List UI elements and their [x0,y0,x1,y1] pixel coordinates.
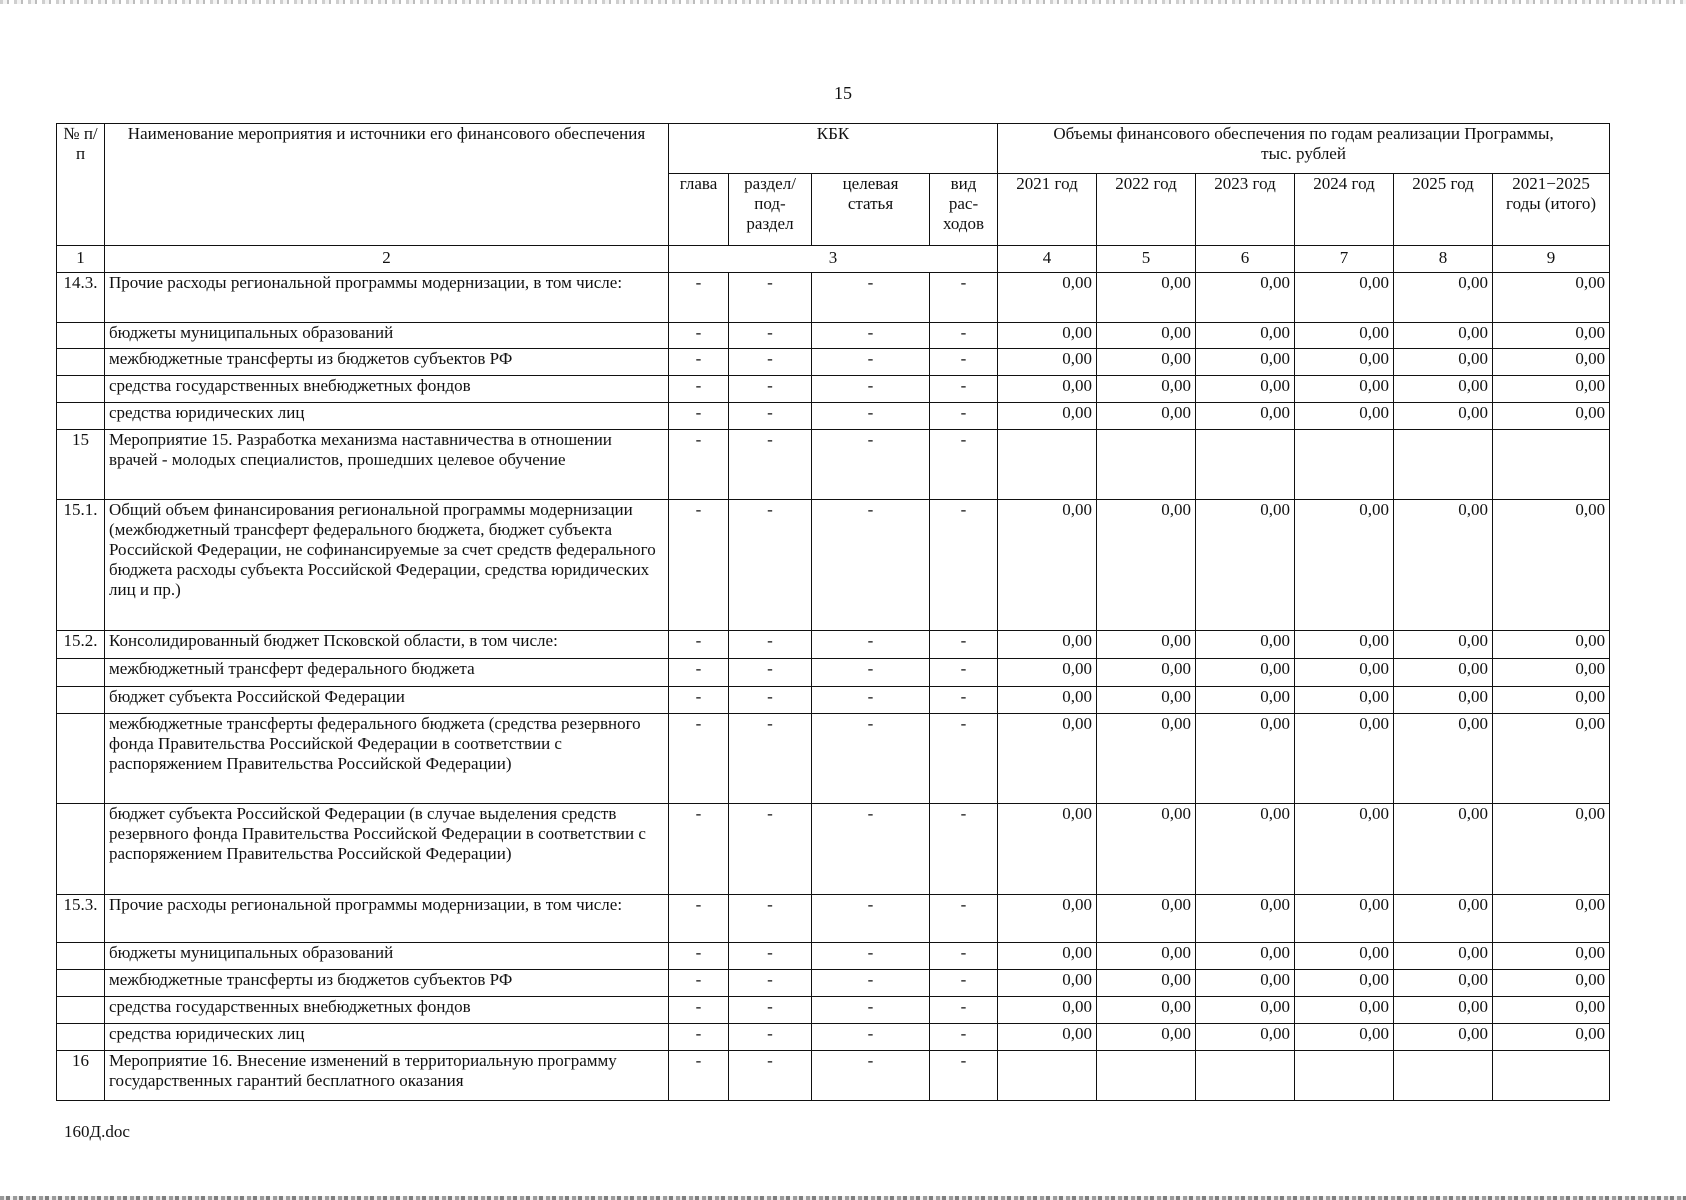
value-total-cell [1493,1051,1610,1101]
value-2023-cell: 0,00 [1196,714,1295,804]
kbk-glava-cell: - [669,970,729,997]
value-2021-cell: 0,00 [998,687,1097,714]
row-number-cell [57,349,105,376]
table-row [57,997,1610,1024]
value-total-cell: 0,00 [1493,943,1610,970]
value-2021-cell: 0,00 [998,273,1097,323]
value-2024-cell [1295,430,1394,500]
kbk-razdel-cell: - [729,403,812,430]
value-2021-cell: 0,00 [998,804,1097,895]
header-kbk-vid: вид рас- ходов [930,174,998,246]
col-index: 7 [1295,246,1394,273]
scan-edge-bottom [0,1196,1686,1200]
value-2022-cell: 0,00 [1097,403,1196,430]
row-name-cell: средства государственных внебюджетных фондов [105,376,669,403]
kbk-celevaya-cell: - [812,659,930,687]
row-name-cell: межбюджетные трансферты из бюджетов субъектов РФ [105,349,669,376]
row-number-cell [57,659,105,687]
value-total-cell: 0,00 [1493,1024,1610,1051]
value-2022-cell: 0,00 [1097,687,1196,714]
kbk-celevaya-cell: - [812,500,930,631]
kbk-vid-cell: - [930,500,998,631]
value-2021-cell: 0,00 [998,895,1097,943]
kbk-glava-cell: - [669,430,729,500]
kbk-glava-cell: - [669,714,729,804]
table-body [57,273,1610,1101]
kbk-celevaya-cell: - [812,1051,930,1101]
value-2023-cell: 0,00 [1196,943,1295,970]
value-total-cell: 0,00 [1493,714,1610,804]
header-num: № п/п [57,124,105,246]
value-2022-cell: 0,00 [1097,500,1196,631]
value-2024-cell: 0,00 [1295,997,1394,1024]
kbk-celevaya-cell: - [812,1024,930,1051]
value-2025-cell: 0,00 [1394,273,1493,323]
kbk-razdel-cell: - [729,323,812,349]
kbk-razdel-cell: - [729,943,812,970]
value-2024-cell: 0,00 [1295,631,1394,659]
col-index: 4 [998,246,1097,273]
kbk-celevaya-cell: - [812,631,930,659]
kbk-celevaya-cell: - [812,687,930,714]
row-name-cell: средства государственных внебюджетных фондов [105,997,669,1024]
kbk-celevaya-cell: - [812,273,930,323]
kbk-vid-cell: - [930,659,998,687]
value-2024-cell: 0,00 [1295,943,1394,970]
value-2023-cell: 0,00 [1196,273,1295,323]
kbk-glava-cell: - [669,376,729,403]
row-number-cell [57,376,105,403]
value-2023-cell: 0,00 [1196,403,1295,430]
row-name-cell: межбюджетные трансферты из бюджетов субъектов РФ [105,970,669,997]
value-2023-cell: 0,00 [1196,804,1295,895]
value-2025-cell: 0,00 [1394,323,1493,349]
value-2023-cell: 0,00 [1196,895,1295,943]
row-number-cell [57,403,105,430]
value-2022-cell: 0,00 [1097,895,1196,943]
value-2025-cell: 0,00 [1394,970,1493,997]
kbk-glava-cell: - [669,804,729,895]
col-index: 9 [1493,246,1610,273]
table-row [57,970,1610,997]
header-kbk: КБК [669,124,998,174]
value-2024-cell: 0,00 [1295,323,1394,349]
value-2025-cell: 0,00 [1394,403,1493,430]
kbk-razdel-cell: - [729,349,812,376]
kbk-glava-cell: - [669,349,729,376]
kbk-vid-cell: - [930,687,998,714]
value-2024-cell: 0,00 [1295,349,1394,376]
value-total-cell: 0,00 [1493,376,1610,403]
row-number-cell [57,804,105,895]
table-header [57,124,1610,273]
row-name-cell: бюджет субъекта Российской Федерации (в случае выделения средств резервного фонда Правительства Российской Федерации в соответствии с распоряжением Правительства Российской Федерации) [105,804,669,895]
kbk-razdel-cell: - [729,997,812,1024]
value-2023-cell: 0,00 [1196,970,1295,997]
value-2021-cell: 0,00 [998,1024,1097,1051]
table-row [57,403,1610,430]
value-2023-cell: 0,00 [1196,631,1295,659]
financing-table [56,123,1610,1101]
table-row [57,273,1610,323]
value-2025-cell: 0,00 [1394,631,1493,659]
kbk-vid-cell: - [930,1024,998,1051]
value-2025-cell: 0,00 [1394,997,1493,1024]
kbk-celevaya-cell: - [812,997,930,1024]
value-2025-cell [1394,1051,1493,1101]
kbk-vid-cell: - [930,1051,998,1101]
row-number-cell [57,1024,105,1051]
kbk-celevaya-cell: - [812,943,930,970]
value-2023-cell: 0,00 [1196,349,1295,376]
kbk-vid-cell: - [930,714,998,804]
header-year-2022: 2022 год [1097,174,1196,246]
col-index: 1 [57,246,105,273]
header-kbk-celevaya: целевая статья [812,174,930,246]
kbk-glava-cell: - [669,273,729,323]
value-2025-cell: 0,00 [1394,943,1493,970]
kbk-razdel-cell: - [729,273,812,323]
row-number-cell [57,997,105,1024]
value-2021-cell: 0,00 [998,997,1097,1024]
value-2021-cell: 0,00 [998,631,1097,659]
kbk-vid-cell: - [930,323,998,349]
kbk-glava-cell: - [669,403,729,430]
table-row [57,1024,1610,1051]
value-2021-cell: 0,00 [998,376,1097,403]
value-2025-cell: 0,00 [1394,349,1493,376]
value-total-cell: 0,00 [1493,349,1610,376]
value-2021-cell: 0,00 [998,349,1097,376]
kbk-vid-cell: - [930,631,998,659]
kbk-razdel-cell: - [729,1051,812,1101]
value-2022-cell: 0,00 [1097,323,1196,349]
value-2024-cell: 0,00 [1295,687,1394,714]
value-2024-cell: 0,00 [1295,273,1394,323]
value-2025-cell: 0,00 [1394,500,1493,631]
value-2024-cell: 0,00 [1295,714,1394,804]
row-name-cell: бюджеты муниципальных образований [105,943,669,970]
kbk-glava-cell: - [669,943,729,970]
kbk-razdel-cell: - [729,714,812,804]
row-name-cell: Прочие расходы региональной программы модернизации, в том числе: [105,895,669,943]
row-name-cell: бюджеты муниципальных образований [105,323,669,349]
value-total-cell: 0,00 [1493,631,1610,659]
value-2023-cell: 0,00 [1196,997,1295,1024]
row-name-cell: Мероприятие 16. Внесение изменений в территориальную программу государственных гарантий бесплатного оказания [105,1051,669,1101]
row-number-cell [57,714,105,804]
header-volumes: Объемы финансового обеспечения по годам реализации Программы, тыс. рублей [998,124,1610,174]
value-2022-cell: 0,00 [1097,349,1196,376]
page-number: 15 [834,83,852,103]
value-2023-cell: 0,00 [1196,323,1295,349]
kbk-glava-cell: - [669,997,729,1024]
value-2023-cell: 0,00 [1196,1024,1295,1051]
row-name-cell: средства юридических лиц [105,1024,669,1051]
table-row [57,687,1610,714]
kbk-celevaya-cell: - [812,403,930,430]
value-total-cell: 0,00 [1493,273,1610,323]
value-2021-cell: 0,00 [998,403,1097,430]
row-number-cell [57,323,105,349]
kbk-razdel-cell: - [729,376,812,403]
value-2025-cell [1394,430,1493,500]
value-2021-cell: 0,00 [998,323,1097,349]
value-total-cell: 0,00 [1493,804,1610,895]
kbk-razdel-cell: - [729,659,812,687]
kbk-celevaya-cell: - [812,895,930,943]
value-2025-cell: 0,00 [1394,714,1493,804]
kbk-vid-cell: - [930,349,998,376]
value-total-cell [1493,430,1610,500]
table-row [57,659,1610,687]
kbk-vid-cell: - [930,804,998,895]
value-2022-cell [1097,430,1196,500]
header-year-2021: 2021 год [998,174,1097,246]
kbk-razdel-cell: - [729,1024,812,1051]
value-2024-cell: 0,00 [1295,403,1394,430]
table-row [57,500,1610,631]
kbk-razdel-cell: - [729,804,812,895]
value-2025-cell: 0,00 [1394,804,1493,895]
row-number-cell: 16 [57,1051,105,1101]
row-name-cell: Консолидированный бюджет Псковской области, в том числе: [105,631,669,659]
header-year-2024: 2024 год [1295,174,1394,246]
kbk-vid-cell: - [930,997,998,1024]
table-row [57,323,1610,349]
value-total-cell: 0,00 [1493,687,1610,714]
row-number-cell: 15 [57,430,105,500]
kbk-glava-cell: - [669,895,729,943]
kbk-glava-cell: - [669,1051,729,1101]
table-row [57,895,1610,943]
value-total-cell: 0,00 [1493,403,1610,430]
value-2021-cell: 0,00 [998,714,1097,804]
value-2021-cell: 0,00 [998,970,1097,997]
kbk-vid-cell: - [930,943,998,970]
value-2021-cell: 0,00 [998,659,1097,687]
header-year-total: 2021−2025 годы (итого) [1493,174,1610,246]
value-2025-cell: 0,00 [1394,895,1493,943]
value-2025-cell: 0,00 [1394,1024,1493,1051]
kbk-glava-cell: - [669,500,729,631]
kbk-celevaya-cell: - [812,376,930,403]
value-2024-cell [1295,1051,1394,1101]
value-total-cell: 0,00 [1493,970,1610,997]
kbk-celevaya-cell: - [812,714,930,804]
row-number-cell [57,970,105,997]
scan-edge-top [0,0,1686,4]
kbk-vid-cell: - [930,895,998,943]
value-2022-cell: 0,00 [1097,631,1196,659]
value-2023-cell: 0,00 [1196,376,1295,403]
header-year-2023: 2023 год [1196,174,1295,246]
kbk-celevaya-cell: - [812,804,930,895]
value-2022-cell: 0,00 [1097,1024,1196,1051]
value-2022-cell: 0,00 [1097,804,1196,895]
value-2025-cell: 0,00 [1394,659,1493,687]
value-2024-cell: 0,00 [1295,659,1394,687]
value-2025-cell: 0,00 [1394,376,1493,403]
row-name-cell: межбюджетный трансферт федерального бюджета [105,659,669,687]
kbk-razdel-cell: - [729,895,812,943]
header-kbk-razdel: раздел/ под- раздел [729,174,812,246]
row-name-cell: Прочие расходы региональной программы модернизации, в том числе: [105,273,669,323]
row-name-cell: Общий объем финансирования региональной программы модернизации (межбюджетный трансферт федерального бюджета, бюджет субъекта Российской Федерации, не софинансируемые за счет средств федерального бюджета расходы субъекта Российской Федерации, средства юридических лиц и пр.) [105,500,669,631]
row-name-cell: бюджет субъекта Российской Федерации [105,687,669,714]
row-name-cell: межбюджетные трансферты федерального бюджета (средства резервного фонда Правительства Российской Федерации в соответствии с распоряжением Правительства Российской Федерации) [105,714,669,804]
value-2022-cell: 0,00 [1097,273,1196,323]
kbk-glava-cell: - [669,323,729,349]
table-row [57,804,1610,895]
value-2024-cell: 0,00 [1295,804,1394,895]
col-index: 5 [1097,246,1196,273]
value-2023-cell: 0,00 [1196,659,1295,687]
row-number-cell [57,687,105,714]
value-2023-cell [1196,430,1295,500]
value-2022-cell: 0,00 [1097,970,1196,997]
col-index: 8 [1394,246,1493,273]
value-2024-cell: 0,00 [1295,376,1394,403]
table-row [57,1051,1610,1101]
value-2022-cell [1097,1051,1196,1101]
header-year-2025: 2025 год [1394,174,1493,246]
row-number-cell [57,943,105,970]
value-2024-cell: 0,00 [1295,895,1394,943]
table-row [57,714,1610,804]
header-name: Наименование мероприятия и источники его финансового обеспечения [105,124,669,246]
value-2021-cell: 0,00 [998,500,1097,631]
kbk-celevaya-cell: - [812,430,930,500]
kbk-razdel-cell: - [729,970,812,997]
value-2021-cell: 0,00 [998,943,1097,970]
kbk-celevaya-cell: - [812,349,930,376]
value-total-cell: 0,00 [1493,895,1610,943]
kbk-glava-cell: - [669,687,729,714]
value-total-cell: 0,00 [1493,997,1610,1024]
kbk-razdel-cell: - [729,500,812,631]
value-2024-cell: 0,00 [1295,500,1394,631]
value-total-cell: 0,00 [1493,500,1610,631]
kbk-celevaya-cell: - [812,970,930,997]
value-2022-cell: 0,00 [1097,997,1196,1024]
value-2022-cell: 0,00 [1097,714,1196,804]
col-index: 6 [1196,246,1295,273]
value-2022-cell: 0,00 [1097,659,1196,687]
row-number-cell: 14.3. [57,273,105,323]
kbk-vid-cell: - [930,273,998,323]
value-2021-cell [998,1051,1097,1101]
value-2022-cell: 0,00 [1097,943,1196,970]
kbk-celevaya-cell: - [812,323,930,349]
col-index: 3 [669,246,998,273]
row-number-cell: 15.1. [57,500,105,631]
row-name-cell: Мероприятие 15. Разработка механизма наставничества в отношении врачей - молодых специалистов, прошедших целевое обучение [105,430,669,500]
value-2023-cell: 0,00 [1196,500,1295,631]
value-total-cell: 0,00 [1493,659,1610,687]
kbk-glava-cell: - [669,631,729,659]
value-2023-cell [1196,1051,1295,1101]
row-number-cell: 15.2. [57,631,105,659]
kbk-vid-cell: - [930,376,998,403]
kbk-glava-cell: - [669,659,729,687]
table-row [57,631,1610,659]
kbk-vid-cell: - [930,970,998,997]
value-2021-cell [998,430,1097,500]
kbk-razdel-cell: - [729,631,812,659]
file-name: 160Д.doc [64,1122,130,1141]
value-2023-cell: 0,00 [1196,687,1295,714]
header-kbk-glava: глава [669,174,729,246]
table-row [57,430,1610,500]
table-row [57,349,1610,376]
value-2024-cell: 0,00 [1295,970,1394,997]
value-2022-cell: 0,00 [1097,376,1196,403]
row-name-cell: средства юридических лиц [105,403,669,430]
row-number-cell: 15.3. [57,895,105,943]
kbk-razdel-cell: - [729,430,812,500]
value-total-cell: 0,00 [1493,323,1610,349]
kbk-vid-cell: - [930,403,998,430]
table-row [57,376,1610,403]
value-2025-cell: 0,00 [1394,687,1493,714]
table-row [57,943,1610,970]
kbk-glava-cell: - [669,1024,729,1051]
column-index-row [57,246,1610,273]
value-2024-cell: 0,00 [1295,1024,1394,1051]
kbk-razdel-cell: - [729,687,812,714]
col-index: 2 [105,246,669,273]
kbk-vid-cell: - [930,430,998,500]
